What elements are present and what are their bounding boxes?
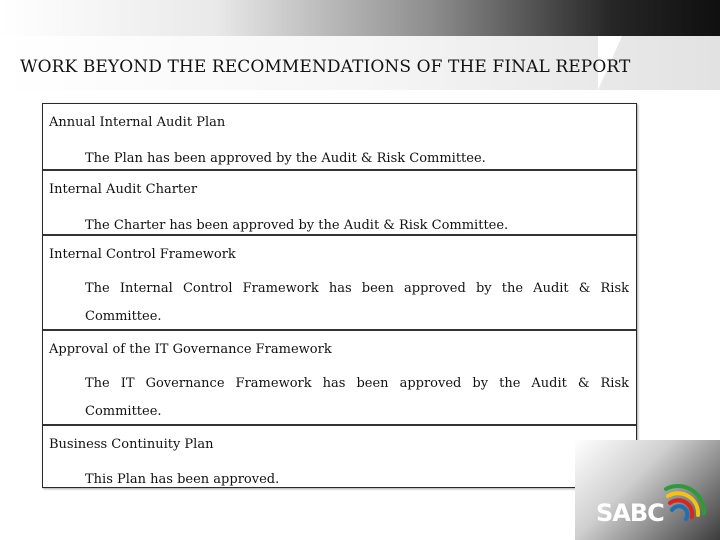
- logo-arc-blue: [672, 506, 687, 519]
- item-heading: Internal Audit Charter: [49, 182, 198, 197]
- item-annual-internal-audit-plan: [43, 104, 636, 169]
- item-description: The IT Governance Framework has been approved by the Audit & Risk Committee.: [85, 376, 629, 419]
- item-it-governance-framework: [43, 329, 636, 426]
- sabc-logo-text: SABC: [596, 499, 664, 527]
- item-description: The Internal Control Framework has been approved by the Audit & Risk Committee.: [85, 281, 629, 324]
- item-internal-audit-charter: [43, 169, 636, 236]
- item-heading: Business Continuity Plan: [49, 437, 214, 452]
- top-gradient-band: [0, 0, 720, 36]
- page-title: WORK BEYOND THE RECOMMENDATIONS OF THE FINAL REPORT: [20, 57, 631, 77]
- item-heading: Annual Internal Audit Plan: [49, 115, 226, 130]
- item-description: The Plan has been approved by the Audit & Risk Committee.: [85, 151, 486, 166]
- item-heading: Internal Control Framework: [49, 247, 236, 262]
- item-description: The Charter has been approved by the Audit & Risk Committee.: [85, 218, 509, 233]
- item-heading: Approval of the IT Governance Framework: [49, 342, 332, 357]
- sabc-logo-icon: [660, 475, 708, 523]
- item-internal-control-framework: [43, 234, 636, 331]
- item-description: This Plan has been approved.: [85, 472, 280, 487]
- item-business-continuity-plan: [43, 424, 636, 489]
- items-table: [42, 103, 637, 488]
